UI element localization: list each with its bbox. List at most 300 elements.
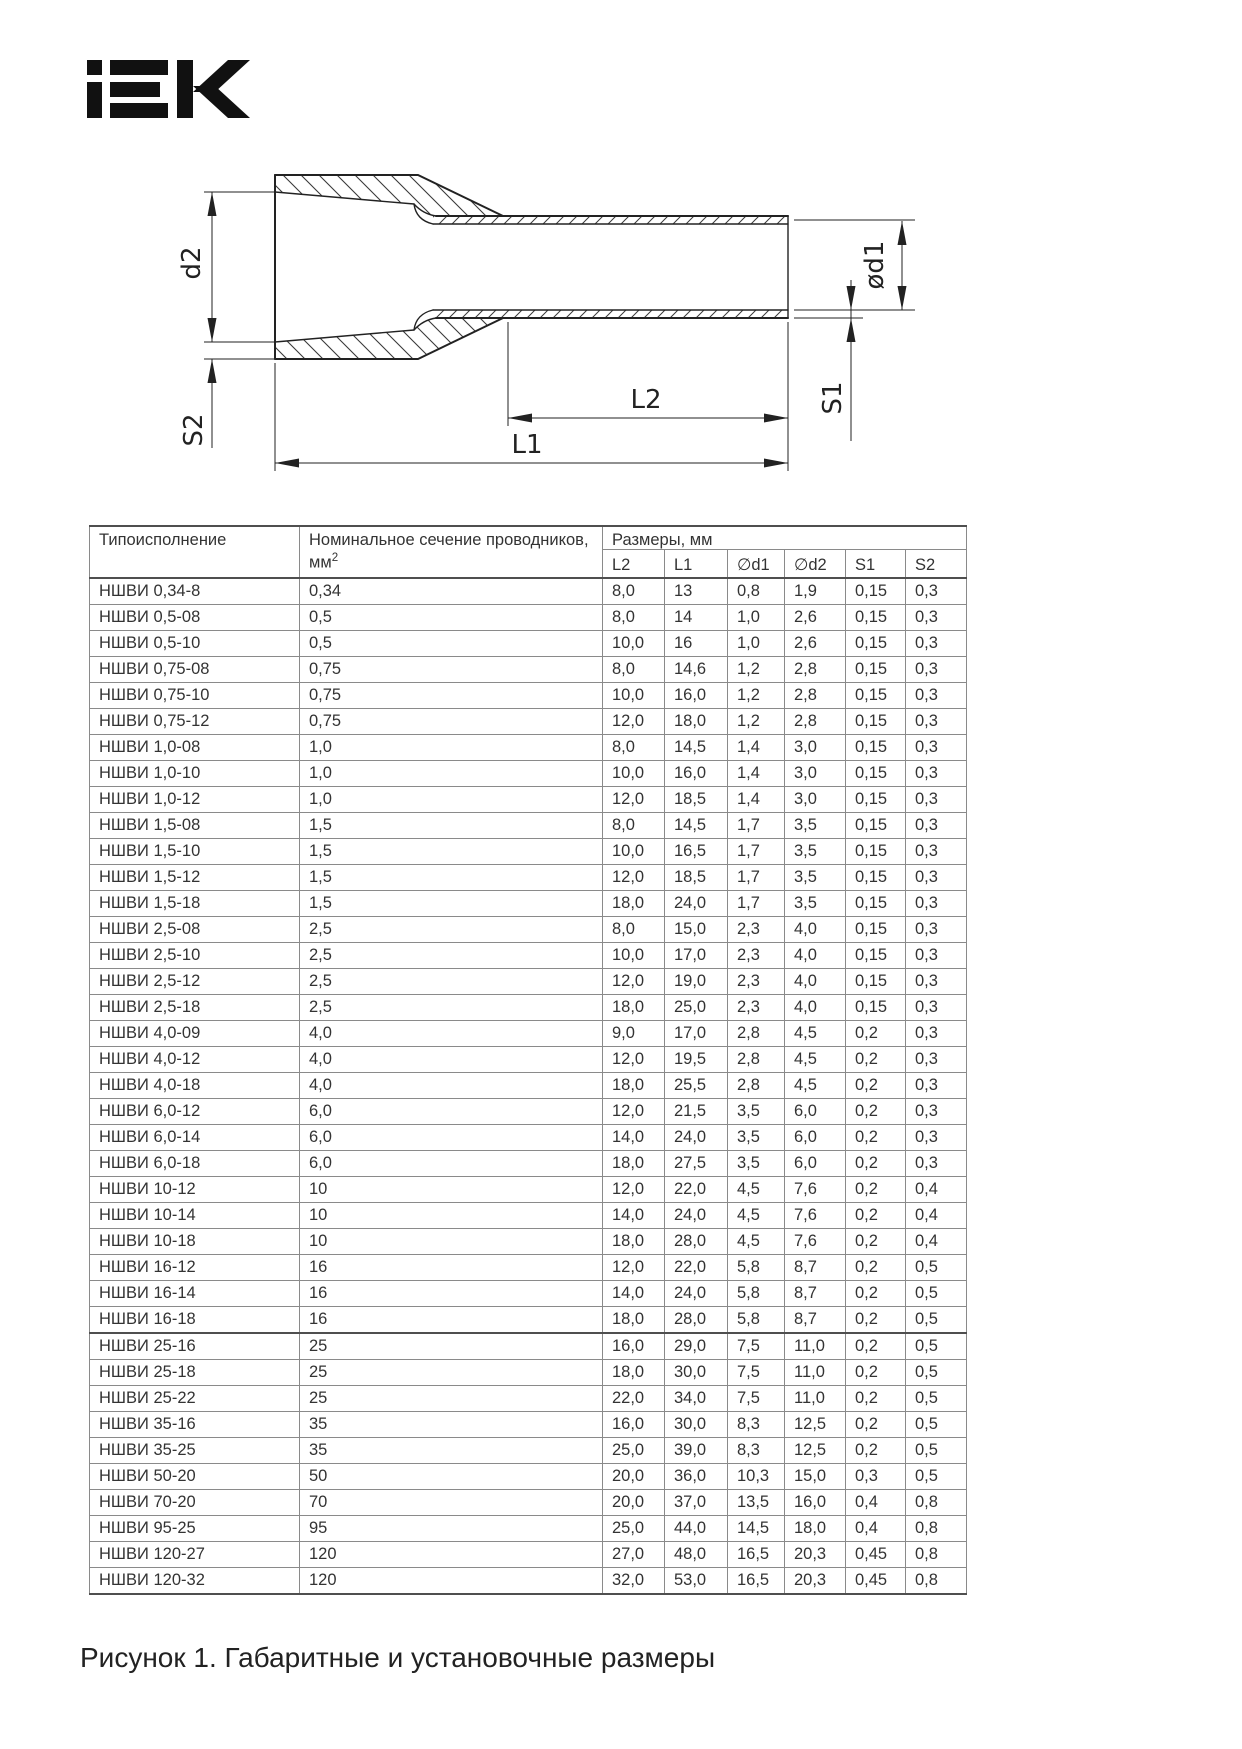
value-cell: 0,15 <box>846 709 906 735</box>
value-cell: 16,0 <box>603 1333 665 1360</box>
table-row <box>90 891 967 917</box>
table-row <box>90 683 967 709</box>
type-cell: НШВИ 6,0-14 <box>90 1125 300 1151</box>
type-cell: НШВИ 4,0-18 <box>90 1073 300 1099</box>
value-cell: 15,0 <box>785 1464 846 1490</box>
value-cell: 0,2 <box>846 1099 906 1125</box>
value-cell: 4,0 <box>300 1021 603 1047</box>
value-cell: 1,7 <box>728 891 785 917</box>
value-cell: 0,5 <box>906 1360 967 1386</box>
value-cell: 20,3 <box>785 1542 846 1568</box>
value-cell: 0,3 <box>906 891 967 917</box>
table-row <box>90 1438 967 1464</box>
value-cell: 7,5 <box>728 1333 785 1360</box>
value-cell: 0,3 <box>906 761 967 787</box>
subheader-d2: ∅d2 <box>785 550 846 579</box>
value-cell: 7,6 <box>785 1229 846 1255</box>
value-cell: 1,7 <box>728 839 785 865</box>
value-cell: 4,0 <box>300 1073 603 1099</box>
value-cell: 10 <box>300 1229 603 1255</box>
value-cell: 1,5 <box>300 813 603 839</box>
value-cell: 12,5 <box>785 1412 846 1438</box>
value-cell: 0,8 <box>906 1490 967 1516</box>
value-cell: 14,5 <box>728 1516 785 1542</box>
type-cell: НШВИ 2,5-12 <box>90 969 300 995</box>
value-cell: 4,5 <box>785 1073 846 1099</box>
type-cell: НШВИ 0,75-08 <box>90 657 300 683</box>
dimensions-table <box>89 525 967 1595</box>
value-cell: 18,0 <box>603 995 665 1021</box>
value-cell: 3,5 <box>728 1151 785 1177</box>
table-row <box>90 1203 967 1229</box>
value-cell: 24,0 <box>665 891 728 917</box>
value-cell: 3,5 <box>728 1099 785 1125</box>
value-cell: 5,8 <box>728 1255 785 1281</box>
dim-label-l2: L2 <box>630 385 662 415</box>
value-cell: 5,8 <box>728 1307 785 1334</box>
value-cell: 18,0 <box>603 891 665 917</box>
value-cell: 0,8 <box>906 1568 967 1595</box>
value-cell: 0,3 <box>906 839 967 865</box>
value-cell: 0,5 <box>906 1307 967 1334</box>
value-cell: 4,0 <box>785 917 846 943</box>
value-cell: 18,0 <box>603 1073 665 1099</box>
value-cell: 0,3 <box>906 969 967 995</box>
type-cell: НШВИ 25-22 <box>90 1386 300 1412</box>
value-cell: 11,0 <box>785 1360 846 1386</box>
value-cell: 7,5 <box>728 1386 785 1412</box>
value-cell: 0,15 <box>846 917 906 943</box>
table-row <box>90 1568 967 1595</box>
value-cell: 4,0 <box>785 969 846 995</box>
value-cell: 25 <box>300 1333 603 1360</box>
value-cell: 21,5 <box>665 1099 728 1125</box>
value-cell: 0,3 <box>906 683 967 709</box>
value-cell: 4,5 <box>785 1021 846 1047</box>
value-cell: 14,5 <box>665 813 728 839</box>
value-cell: 25 <box>300 1386 603 1412</box>
type-cell: НШВИ 2,5-08 <box>90 917 300 943</box>
table-row <box>90 1333 967 1360</box>
value-cell: 34,0 <box>665 1386 728 1412</box>
dim-label-d2: d2 <box>177 246 207 280</box>
value-cell: 0,2 <box>846 1255 906 1281</box>
value-cell: 14 <box>665 605 728 631</box>
value-cell: 0,2 <box>846 1412 906 1438</box>
value-cell: 2,5 <box>300 917 603 943</box>
value-cell: 16 <box>300 1281 603 1307</box>
value-cell: 0,15 <box>846 735 906 761</box>
logo-e-bot <box>110 103 168 118</box>
table-row <box>90 1307 967 1334</box>
value-cell: 0,2 <box>846 1229 906 1255</box>
subheader-l1: L1 <box>665 550 728 579</box>
value-cell: 25,5 <box>665 1073 728 1099</box>
table-row <box>90 1047 967 1073</box>
value-cell: 2,6 <box>785 605 846 631</box>
value-cell: 1,0 <box>300 761 603 787</box>
table-row <box>90 787 967 813</box>
value-cell: 0,15 <box>846 891 906 917</box>
ferrule-drawing <box>120 135 950 480</box>
value-cell: 44,0 <box>665 1516 728 1542</box>
table-row <box>90 605 967 631</box>
value-cell: 0,4 <box>846 1490 906 1516</box>
value-cell: 10,0 <box>603 761 665 787</box>
value-cell: 8,0 <box>603 813 665 839</box>
value-cell: 1,0 <box>300 735 603 761</box>
value-cell: 18,0 <box>665 709 728 735</box>
subheader-d1: ∅d1 <box>728 550 785 579</box>
value-cell: 30,0 <box>665 1360 728 1386</box>
value-cell: 0,3 <box>906 1047 967 1073</box>
value-cell: 0,2 <box>846 1125 906 1151</box>
value-cell: 0,75 <box>300 657 603 683</box>
value-cell: 10 <box>300 1177 603 1203</box>
value-cell: 8,7 <box>785 1255 846 1281</box>
value-cell: 25 <box>300 1360 603 1386</box>
type-cell: НШВИ 16-18 <box>90 1307 300 1334</box>
table-row <box>90 839 967 865</box>
value-cell: 12,0 <box>603 1099 665 1125</box>
value-cell: 6,0 <box>785 1151 846 1177</box>
value-cell: 2,8 <box>728 1073 785 1099</box>
value-cell: 22,0 <box>665 1177 728 1203</box>
type-cell: НШВИ 6,0-18 <box>90 1151 300 1177</box>
value-cell: 0,5 <box>906 1255 967 1281</box>
type-cell: НШВИ 16-12 <box>90 1255 300 1281</box>
value-cell: 16,0 <box>785 1490 846 1516</box>
value-cell: 18,0 <box>603 1360 665 1386</box>
value-cell: 0,3 <box>906 631 967 657</box>
value-cell: 0,15 <box>846 969 906 995</box>
value-cell: 2,5 <box>300 943 603 969</box>
table-row <box>90 1542 967 1568</box>
type-cell: НШВИ 0,34-8 <box>90 578 300 605</box>
value-cell: 16,5 <box>728 1542 785 1568</box>
type-cell: НШВИ 1,5-08 <box>90 813 300 839</box>
dim-label-d1: ød1 <box>860 240 890 290</box>
value-cell: 1,5 <box>300 891 603 917</box>
value-cell: 0,34 <box>300 578 603 605</box>
value-cell: 1,9 <box>785 578 846 605</box>
logo-k-lower-arm <box>193 86 250 118</box>
table-row <box>90 1125 967 1151</box>
value-cell: 13 <box>665 578 728 605</box>
type-cell: НШВИ 1,5-18 <box>90 891 300 917</box>
table-row <box>90 631 967 657</box>
value-cell: 1,4 <box>728 761 785 787</box>
value-cell: 37,0 <box>665 1490 728 1516</box>
value-cell: 1,0 <box>300 787 603 813</box>
col-header-type: Типоисполнение <box>90 526 300 578</box>
type-cell: НШВИ 10-12 <box>90 1177 300 1203</box>
value-cell: 24,0 <box>665 1281 728 1307</box>
value-cell: 0,4 <box>906 1229 967 1255</box>
value-cell: 12,0 <box>603 969 665 995</box>
value-cell: 4,5 <box>785 1047 846 1073</box>
value-cell: 5,8 <box>728 1281 785 1307</box>
value-cell: 14,6 <box>665 657 728 683</box>
value-cell: 25,0 <box>603 1516 665 1542</box>
value-cell: 4,0 <box>300 1047 603 1073</box>
type-cell: НШВИ 1,5-10 <box>90 839 300 865</box>
value-cell: 0,3 <box>906 917 967 943</box>
value-cell: 3,5 <box>785 891 846 917</box>
value-cell: 3,5 <box>785 839 846 865</box>
table-row <box>90 917 967 943</box>
value-cell: 3,5 <box>785 865 846 891</box>
logo-i-stem <box>87 82 102 118</box>
figure-caption: Рисунок 1. Габаритные и установочные размеры <box>80 1642 716 1673</box>
value-cell: 0,15 <box>846 943 906 969</box>
value-cell: 2,8 <box>728 1021 785 1047</box>
value-cell: 0,5 <box>906 1464 967 1490</box>
value-cell: 1,4 <box>728 787 785 813</box>
type-cell: НШВИ 1,5-12 <box>90 865 300 891</box>
value-cell: 10,0 <box>603 631 665 657</box>
value-cell: 2,3 <box>728 995 785 1021</box>
value-cell: 24,0 <box>665 1125 728 1151</box>
value-cell: 0,5 <box>906 1333 967 1360</box>
type-cell: НШВИ 2,5-18 <box>90 995 300 1021</box>
table-row <box>90 1021 967 1047</box>
value-cell: 14,0 <box>603 1125 665 1151</box>
table-row <box>90 1490 967 1516</box>
value-cell: 7,5 <box>728 1360 785 1386</box>
value-cell: 8,0 <box>603 657 665 683</box>
value-cell: 0,3 <box>906 657 967 683</box>
value-cell: 0,3 <box>906 709 967 735</box>
value-cell: 1,5 <box>300 839 603 865</box>
value-cell: 12,5 <box>785 1438 846 1464</box>
col-header-dimensions: Размеры, мм <box>603 526 967 550</box>
value-cell: 7,6 <box>785 1203 846 1229</box>
value-cell: 6,0 <box>300 1151 603 1177</box>
value-cell: 8,7 <box>785 1281 846 1307</box>
value-cell: 12,0 <box>603 709 665 735</box>
table-row <box>90 1255 967 1281</box>
value-cell: 0,3 <box>906 787 967 813</box>
value-cell: 0,5 <box>906 1412 967 1438</box>
value-cell: 0,4 <box>906 1177 967 1203</box>
value-cell: 35 <box>300 1412 603 1438</box>
value-cell: 120 <box>300 1568 603 1595</box>
value-cell: 6,0 <box>785 1125 846 1151</box>
type-cell: НШВИ 0,75-12 <box>90 709 300 735</box>
value-cell: 28,0 <box>665 1229 728 1255</box>
value-cell: 6,0 <box>300 1125 603 1151</box>
value-cell: 10,0 <box>603 943 665 969</box>
logo-i-dot <box>87 60 102 75</box>
table-row <box>90 969 967 995</box>
type-cell: НШВИ 10-14 <box>90 1203 300 1229</box>
value-cell: 1,2 <box>728 683 785 709</box>
value-cell: 8,0 <box>603 735 665 761</box>
value-cell: 16,5 <box>728 1568 785 1595</box>
value-cell: 2,3 <box>728 917 785 943</box>
value-cell: 18,0 <box>603 1307 665 1334</box>
type-cell: НШВИ 25-18 <box>90 1360 300 1386</box>
value-cell: 0,3 <box>846 1464 906 1490</box>
type-cell: НШВИ 70-20 <box>90 1490 300 1516</box>
value-cell: 12,0 <box>603 1047 665 1073</box>
table-row <box>90 1099 967 1125</box>
value-cell: 12,0 <box>603 1177 665 1203</box>
value-cell: 6,0 <box>300 1099 603 1125</box>
table-row <box>90 578 967 605</box>
value-cell: 0,15 <box>846 839 906 865</box>
value-cell: 3,0 <box>785 735 846 761</box>
value-cell: 14,0 <box>603 1203 665 1229</box>
value-cell: 10,0 <box>603 839 665 865</box>
type-cell: НШВИ 2,5-10 <box>90 943 300 969</box>
value-cell: 3,0 <box>785 787 846 813</box>
type-cell: НШВИ 1,0-10 <box>90 761 300 787</box>
value-cell: 8,0 <box>603 578 665 605</box>
value-cell: 48,0 <box>665 1542 728 1568</box>
value-cell: 1,7 <box>728 865 785 891</box>
value-cell: 36,0 <box>665 1464 728 1490</box>
table-row <box>90 1177 967 1203</box>
value-cell: 0,15 <box>846 995 906 1021</box>
value-cell: 20,0 <box>603 1464 665 1490</box>
table-row <box>90 657 967 683</box>
value-cell: 0,8 <box>906 1542 967 1568</box>
table-row <box>90 1360 967 1386</box>
value-cell: 0,3 <box>906 943 967 969</box>
value-cell: 0,75 <box>300 709 603 735</box>
col-header-cross-section <box>300 526 603 578</box>
value-cell: 27,5 <box>665 1151 728 1177</box>
value-cell: 0,15 <box>846 578 906 605</box>
value-cell: 0,15 <box>846 761 906 787</box>
value-cell: 2,6 <box>785 631 846 657</box>
value-cell: 4,0 <box>785 995 846 1021</box>
type-cell: НШВИ 16-14 <box>90 1281 300 1307</box>
value-cell: 0,2 <box>846 1203 906 1229</box>
type-cell: НШВИ 0,5-08 <box>90 605 300 631</box>
value-cell: 0,5 <box>300 605 603 631</box>
table-row <box>90 735 967 761</box>
value-cell: 22,0 <box>603 1386 665 1412</box>
value-cell: 2,5 <box>300 969 603 995</box>
value-cell: 2,3 <box>728 969 785 995</box>
value-cell: 95 <box>300 1516 603 1542</box>
value-cell: 17,0 <box>665 1021 728 1047</box>
value-cell: 12,0 <box>603 787 665 813</box>
col-header-cross-section-line1: Номинальное сечение проводников, <box>309 531 589 549</box>
type-cell: НШВИ 95-25 <box>90 1516 300 1542</box>
value-cell: 7,6 <box>785 1177 846 1203</box>
value-cell: 0,5 <box>906 1438 967 1464</box>
table-row <box>90 813 967 839</box>
value-cell: 0,5 <box>906 1281 967 1307</box>
value-cell: 0,15 <box>846 787 906 813</box>
value-cell: 2,8 <box>728 1047 785 1073</box>
value-cell: 0,3 <box>906 578 967 605</box>
value-cell: 16 <box>300 1307 603 1334</box>
table-row <box>90 761 967 787</box>
value-cell: 39,0 <box>665 1438 728 1464</box>
type-cell: НШВИ 6,0-12 <box>90 1099 300 1125</box>
value-cell: 28,0 <box>665 1307 728 1334</box>
value-cell: 25,0 <box>603 1438 665 1464</box>
value-cell: 2,3 <box>728 943 785 969</box>
iek-logo <box>87 58 250 120</box>
type-cell: НШВИ 4,0-12 <box>90 1047 300 1073</box>
value-cell: 0,3 <box>906 1151 967 1177</box>
value-cell: 0,2 <box>846 1438 906 1464</box>
value-cell: 0,15 <box>846 865 906 891</box>
value-cell: 17,0 <box>665 943 728 969</box>
value-cell: 16 <box>665 631 728 657</box>
value-cell: 4,0 <box>785 943 846 969</box>
table-row <box>90 1464 967 1490</box>
type-cell: НШВИ 1,0-12 <box>90 787 300 813</box>
value-cell: 13,5 <box>728 1490 785 1516</box>
table-row <box>90 709 967 735</box>
value-cell: 6,0 <box>785 1099 846 1125</box>
logo-e-mid <box>110 82 160 97</box>
value-cell: 8,0 <box>603 605 665 631</box>
value-cell: 8,3 <box>728 1438 785 1464</box>
value-cell: 0,3 <box>906 865 967 891</box>
table-row <box>90 1151 967 1177</box>
value-cell: 1,2 <box>728 709 785 735</box>
table-row <box>90 1412 967 1438</box>
value-cell: 0,3 <box>906 995 967 1021</box>
value-cell: 0,3 <box>906 735 967 761</box>
table-row <box>90 1229 967 1255</box>
value-cell: 18,5 <box>665 865 728 891</box>
value-cell: 24,0 <box>665 1203 728 1229</box>
value-cell: 29,0 <box>665 1333 728 1360</box>
value-cell: 0,45 <box>846 1568 906 1595</box>
value-cell: 20,0 <box>603 1490 665 1516</box>
value-cell: 20,3 <box>785 1568 846 1595</box>
value-cell: 11,0 <box>785 1333 846 1360</box>
type-cell: НШВИ 4,0-09 <box>90 1021 300 1047</box>
value-cell: 3,5 <box>728 1125 785 1151</box>
type-cell: НШВИ 10-18 <box>90 1229 300 1255</box>
value-cell: 0,4 <box>846 1516 906 1542</box>
col-header-cross-section-unit: мм <box>309 553 332 572</box>
value-cell: 18,5 <box>665 787 728 813</box>
dim-label-s1: S1 <box>818 381 848 415</box>
value-cell: 19,5 <box>665 1047 728 1073</box>
value-cell: 14,0 <box>603 1281 665 1307</box>
value-cell: 0,45 <box>846 1542 906 1568</box>
value-cell: 0,4 <box>906 1203 967 1229</box>
value-cell: 0,2 <box>846 1281 906 1307</box>
table-body <box>90 578 967 1594</box>
value-cell: 0,3 <box>906 1099 967 1125</box>
type-cell: НШВИ 120-32 <box>90 1568 300 1595</box>
table-row <box>90 1281 967 1307</box>
value-cell: 10,0 <box>603 683 665 709</box>
value-cell: 3,0 <box>785 761 846 787</box>
value-cell: 0,3 <box>906 1073 967 1099</box>
value-cell: 8,3 <box>728 1412 785 1438</box>
metal-tube <box>433 216 788 318</box>
value-cell: 1,0 <box>728 631 785 657</box>
value-cell: 0,5 <box>906 1386 967 1412</box>
value-cell: 1,0 <box>728 605 785 631</box>
value-cell: 2,8 <box>785 683 846 709</box>
value-cell: 30,0 <box>665 1412 728 1438</box>
value-cell: 2,8 <box>785 709 846 735</box>
